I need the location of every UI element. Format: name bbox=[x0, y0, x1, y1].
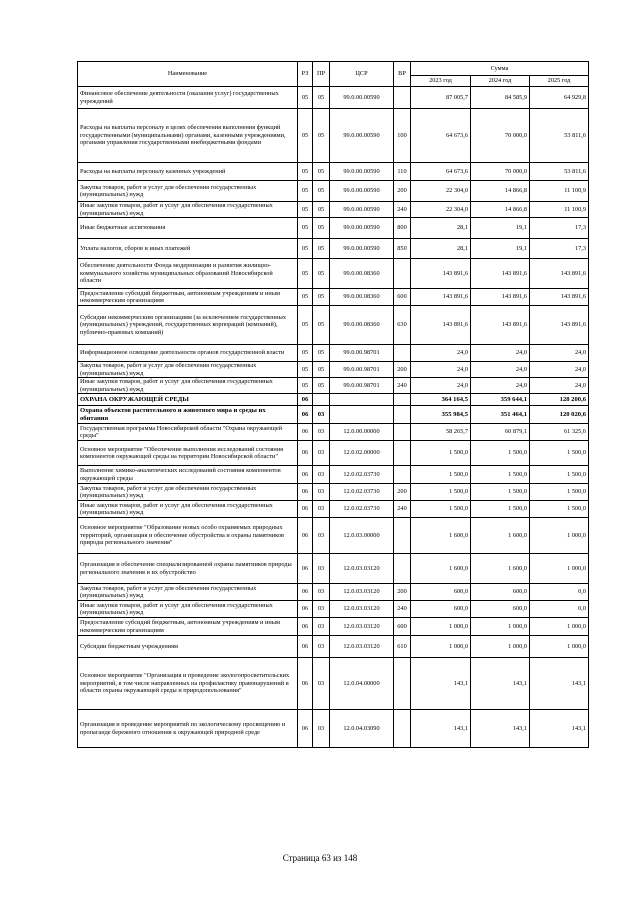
cell-2025: 143 891,6 bbox=[530, 306, 589, 345]
table-row bbox=[78, 501, 589, 518]
cell-name: Закупка товаров, работ и услуг для обеспечения государственных (муниципальных) нужд bbox=[78, 584, 298, 601]
cell-2025: 64 929,8 bbox=[530, 87, 589, 109]
cell-vr: 600 bbox=[394, 289, 411, 306]
cell-2024: 1 500,0 bbox=[471, 484, 530, 501]
cell-pr: 05 bbox=[313, 259, 330, 289]
cell-name: Расходы на выплаты персоналу казенных учреждений bbox=[78, 163, 298, 181]
cell-rz: 05 bbox=[298, 181, 313, 202]
table-row bbox=[78, 441, 589, 466]
cell-2024: 24,0 bbox=[471, 362, 530, 378]
cell-rz: 06 bbox=[298, 710, 313, 748]
cell-rz: 05 bbox=[298, 345, 313, 362]
cell-2025: 24,0 bbox=[530, 345, 589, 362]
cell-pr: 05 bbox=[313, 306, 330, 345]
cell-csr: 12.0.02.03730 bbox=[330, 484, 394, 501]
cell-2025: 143 891,6 bbox=[530, 289, 589, 306]
cell-name: Иные закупки товаров, работ и услуг для обеспечения государственных (муниципальных) нужд bbox=[78, 202, 298, 218]
cell-2023: 1 500,0 bbox=[411, 441, 471, 466]
cell-rz: 05 bbox=[298, 109, 313, 163]
cell-2023: 355 984,5 bbox=[411, 406, 471, 424]
cell-2025: 1 500,0 bbox=[530, 466, 589, 484]
cell-2025: 0,0 bbox=[530, 584, 589, 601]
cell-rz: 05 bbox=[298, 306, 313, 345]
cell-2024: 359 644,1 bbox=[471, 394, 530, 406]
cell-csr: 99.0.00.08360 bbox=[330, 289, 394, 306]
cell-rz: 05 bbox=[298, 289, 313, 306]
cell-pr: 05 bbox=[313, 181, 330, 202]
table-row bbox=[78, 259, 589, 289]
table-row bbox=[78, 636, 589, 658]
cell-2025: 11 100,9 bbox=[530, 202, 589, 218]
cell-vr: 850 bbox=[394, 239, 411, 259]
table-row bbox=[78, 378, 589, 394]
cell-2025: 0,0 bbox=[530, 601, 589, 618]
cell-2025: 53 811,6 bbox=[530, 163, 589, 181]
cell-rz: 05 bbox=[298, 378, 313, 394]
cell-rz: 06 bbox=[298, 406, 313, 424]
cell-2023: 143 891,6 bbox=[411, 289, 471, 306]
cell-rz: 06 bbox=[298, 658, 313, 710]
table-row bbox=[78, 163, 589, 181]
budget-table bbox=[77, 61, 589, 748]
cell-2025: 61 325,6 bbox=[530, 424, 589, 441]
cell-2023: 64 673,6 bbox=[411, 163, 471, 181]
header-row bbox=[78, 62, 589, 76]
cell-pr: 03 bbox=[313, 658, 330, 710]
cell-csr: 99.0.00.00590 bbox=[330, 239, 394, 259]
cell-csr: 12.0.03.03120 bbox=[330, 636, 394, 658]
cell-pr: 03 bbox=[313, 424, 330, 441]
cell-2024: 143,1 bbox=[471, 658, 530, 710]
cell-2023: 600,0 bbox=[411, 601, 471, 618]
table-row bbox=[78, 202, 589, 218]
cell-vr bbox=[394, 710, 411, 748]
cell-name: Основное мероприятие "Организация и проведение экологопросветительских мероприятий, в том числе направленных на профилактику правонарушений в области охраны окружающей среды и природопользования" bbox=[78, 658, 298, 710]
cell-csr: 12.0.03.03120 bbox=[330, 601, 394, 618]
table-row bbox=[78, 466, 589, 484]
header-sum: Сумма bbox=[411, 62, 589, 76]
cell-name: Закупка товаров, работ и услуг для обеспечения государственных (муниципальных) нужд bbox=[78, 362, 298, 378]
table-row bbox=[78, 484, 589, 501]
cell-name: ОХРАНА ОКРУЖАЮЩЕЙ СРЕДЫ bbox=[78, 394, 298, 406]
cell-2023: 1 600,0 bbox=[411, 554, 471, 584]
header-year-2023: 2023 год bbox=[411, 76, 471, 87]
cell-2024: 24,0 bbox=[471, 378, 530, 394]
cell-vr: 240 bbox=[394, 378, 411, 394]
cell-rz: 05 bbox=[298, 218, 313, 239]
cell-2024: 1 600,0 bbox=[471, 518, 530, 554]
page-footer: Страница 63 из 148 bbox=[282, 853, 358, 863]
cell-2023: 1 000,0 bbox=[411, 618, 471, 636]
cell-pr: 03 bbox=[313, 601, 330, 618]
cell-2023: 28,1 bbox=[411, 218, 471, 239]
cell-2023: 143,1 bbox=[411, 710, 471, 748]
cell-2024: 24,0 bbox=[471, 345, 530, 362]
table-row bbox=[78, 109, 589, 163]
cell-2024: 70 000,0 bbox=[471, 163, 530, 181]
cell-rz: 06 bbox=[298, 618, 313, 636]
cell-name: Расходы на выплаты персоналу в целях обеспечения выполнения функций государственными (муниципальными) органами, казенными учреждениями, органами управления государственными внебюджетными фондами bbox=[78, 109, 298, 163]
cell-name: Иные закупки товаров, работ и услуг для обеспечения государственных (муниципальных) нужд bbox=[78, 501, 298, 518]
cell-rz: 05 bbox=[298, 259, 313, 289]
cell-csr: 99.0.00.00590 bbox=[330, 181, 394, 202]
cell-pr: 05 bbox=[313, 362, 330, 378]
cell-2025: 11 100,9 bbox=[530, 181, 589, 202]
cell-vr bbox=[394, 466, 411, 484]
cell-2025: 17,3 bbox=[530, 239, 589, 259]
cell-vr bbox=[394, 406, 411, 424]
cell-vr: 110 bbox=[394, 163, 411, 181]
cell-name: Основное мероприятие "Обеспечение выполнения исследований состояния компонентов окружающей среды на территории Новосибирской области" bbox=[78, 441, 298, 466]
cell-vr: 200 bbox=[394, 181, 411, 202]
cell-2025: 53 811,6 bbox=[530, 109, 589, 163]
cell-2023: 1 600,0 bbox=[411, 518, 471, 554]
cell-2024: 84 585,9 bbox=[471, 87, 530, 109]
cell-rz: 06 bbox=[298, 636, 313, 658]
cell-2025: 1 500,0 bbox=[530, 441, 589, 466]
cell-pr: 05 bbox=[313, 378, 330, 394]
table-row bbox=[78, 218, 589, 239]
header-name: Наименование bbox=[78, 62, 298, 87]
cell-2023: 143,1 bbox=[411, 658, 471, 710]
cell-rz: 06 bbox=[298, 518, 313, 554]
cell-vr bbox=[394, 518, 411, 554]
cell-pr bbox=[313, 394, 330, 406]
cell-pr: 05 bbox=[313, 345, 330, 362]
cell-2024: 143 891,6 bbox=[471, 306, 530, 345]
cell-csr bbox=[330, 394, 394, 406]
cell-name: Государственная программа Новосибирской области "Охрана окружающей среды" bbox=[78, 424, 298, 441]
cell-vr: 100 bbox=[394, 109, 411, 163]
cell-vr: 600 bbox=[394, 618, 411, 636]
cell-2023: 24,0 bbox=[411, 345, 471, 362]
cell-vr bbox=[394, 259, 411, 289]
cell-name: Финансовое обеспечение деятельности (оказания услуг) государственных учреждений bbox=[78, 87, 298, 109]
cell-vr bbox=[394, 345, 411, 362]
cell-pr: 03 bbox=[313, 484, 330, 501]
cell-vr bbox=[394, 658, 411, 710]
cell-rz: 05 bbox=[298, 239, 313, 259]
cell-csr: 99.0.00.08360 bbox=[330, 259, 394, 289]
cell-csr: 12.0.02.03730 bbox=[330, 466, 394, 484]
cell-2023: 22 304,0 bbox=[411, 202, 471, 218]
cell-vr: 610 bbox=[394, 636, 411, 658]
cell-csr: 12.0.04.00000 bbox=[330, 658, 394, 710]
cell-csr: 12.0.04.03090 bbox=[330, 710, 394, 748]
table-row bbox=[78, 181, 589, 202]
cell-2024: 600,0 bbox=[471, 601, 530, 618]
cell-name: Закупка товаров, работ и услуг для обеспечения государственных (муниципальных) нужд bbox=[78, 181, 298, 202]
cell-2024: 19,1 bbox=[471, 218, 530, 239]
cell-name: Организация и обеспечение специализированной охраны памятников природы регионального значения и их обустройство bbox=[78, 554, 298, 584]
cell-csr: 99.0.00.00590 bbox=[330, 218, 394, 239]
cell-vr: 240 bbox=[394, 601, 411, 618]
cell-name: Уплата налогов, сборов и иных платежей bbox=[78, 239, 298, 259]
cell-pr: 05 bbox=[313, 239, 330, 259]
cell-pr: 03 bbox=[313, 554, 330, 584]
cell-csr: 12.0.03.03120 bbox=[330, 618, 394, 636]
header-year-2025: 2025 год bbox=[530, 76, 589, 87]
cell-2024: 600,0 bbox=[471, 584, 530, 601]
cell-csr: 99.0.00.98701 bbox=[330, 378, 394, 394]
cell-2023: 64 673,6 bbox=[411, 109, 471, 163]
cell-pr: 03 bbox=[313, 441, 330, 466]
table-row bbox=[78, 239, 589, 259]
cell-2023: 24,0 bbox=[411, 362, 471, 378]
cell-vr: 200 bbox=[394, 484, 411, 501]
cell-2023: 1 500,0 bbox=[411, 484, 471, 501]
cell-csr: 99.0.00.98701 bbox=[330, 345, 394, 362]
cell-pr: 03 bbox=[313, 618, 330, 636]
cell-csr bbox=[330, 406, 394, 424]
table-row bbox=[78, 362, 589, 378]
cell-2024: 1 000,0 bbox=[471, 636, 530, 658]
cell-2025: 128 200,6 bbox=[530, 394, 589, 406]
table-row bbox=[78, 87, 589, 109]
cell-csr: 12.0.03.03120 bbox=[330, 554, 394, 584]
cell-csr: 99.0.00.08360 bbox=[330, 306, 394, 345]
cell-rz: 05 bbox=[298, 362, 313, 378]
cell-rz: 06 bbox=[298, 484, 313, 501]
cell-name: Обеспечение деятельности Фонда модернизации и развития жилищно-коммунального хозяйства муниципальных образований Новосибирской области bbox=[78, 259, 298, 289]
cell-pr: 05 bbox=[313, 109, 330, 163]
cell-2025: 1 000,0 bbox=[530, 618, 589, 636]
cell-vr: 240 bbox=[394, 202, 411, 218]
cell-name: Информационное освещение деятельности органов государственной власти bbox=[78, 345, 298, 362]
table-row bbox=[78, 345, 589, 362]
cell-2025: 143,1 bbox=[530, 710, 589, 748]
cell-2025: 1 000,0 bbox=[530, 636, 589, 658]
cell-name: Субсидии некоммерческим организациям (за исключением государственных (муниципальных) учреждений, государственных корпораций (компаний), публично-правовых компаний) bbox=[78, 306, 298, 345]
table-row bbox=[78, 424, 589, 441]
cell-2023: 24,0 bbox=[411, 378, 471, 394]
table-row bbox=[78, 289, 589, 306]
cell-name: Основное мероприятие "Образование новых особо охраняемых природных территорий, организация и обеспечение обустройства и охраны памятников природы регионального значения" bbox=[78, 518, 298, 554]
cell-rz: 06 bbox=[298, 424, 313, 441]
cell-csr: 99.0.00.00590 bbox=[330, 109, 394, 163]
cell-vr bbox=[394, 554, 411, 584]
cell-name: Иные закупки товаров, работ и услуг для обеспечения государственных (муниципальных) нужд bbox=[78, 378, 298, 394]
cell-rz: 06 bbox=[298, 554, 313, 584]
cell-2025: 143 891,6 bbox=[530, 259, 589, 289]
table-row bbox=[78, 554, 589, 584]
cell-rz: 06 bbox=[298, 394, 313, 406]
cell-pr: 05 bbox=[313, 87, 330, 109]
table-row bbox=[78, 394, 589, 406]
cell-vr: 200 bbox=[394, 584, 411, 601]
cell-rz: 06 bbox=[298, 441, 313, 466]
header-rz: РЗ bbox=[298, 62, 313, 87]
cell-2023: 1 500,0 bbox=[411, 466, 471, 484]
table-row bbox=[78, 584, 589, 601]
cell-name: Закупка товаров, работ и услуг для обеспечения государственных (муниципальных) нужд bbox=[78, 484, 298, 501]
cell-name: Иные бюджетные ассигнования bbox=[78, 218, 298, 239]
cell-vr bbox=[394, 87, 411, 109]
cell-2023: 600,0 bbox=[411, 584, 471, 601]
cell-2023: 28,1 bbox=[411, 239, 471, 259]
cell-2025: 1 500,0 bbox=[530, 501, 589, 518]
table-row bbox=[78, 406, 589, 424]
cell-2025: 1 000,0 bbox=[530, 518, 589, 554]
cell-2024: 1 500,0 bbox=[471, 466, 530, 484]
cell-2024: 1 500,0 bbox=[471, 441, 530, 466]
table-row bbox=[78, 601, 589, 618]
cell-pr: 05 bbox=[313, 218, 330, 239]
cell-2023: 364 164,5 bbox=[411, 394, 471, 406]
cell-pr: 03 bbox=[313, 584, 330, 601]
cell-csr: 12.0.00.00000 bbox=[330, 424, 394, 441]
cell-vr bbox=[394, 441, 411, 466]
cell-2023: 143 891,6 bbox=[411, 259, 471, 289]
cell-name: Предоставление субсидий бюджетным, автономным учреждениям и иным некоммерческим организациям bbox=[78, 618, 298, 636]
cell-name: Охрана объектов растительного и животного мира и среды их обитания bbox=[78, 406, 298, 424]
cell-name: Организация и проведение мероприятий по экологическому просвещению и пропаганде бережного отношения к окружающей природной среде bbox=[78, 710, 298, 748]
cell-rz: 05 bbox=[298, 202, 313, 218]
cell-2024: 19,1 bbox=[471, 239, 530, 259]
cell-rz: 06 bbox=[298, 466, 313, 484]
cell-vr: 200 bbox=[394, 362, 411, 378]
cell-rz: 06 bbox=[298, 501, 313, 518]
cell-2023: 58 265,7 bbox=[411, 424, 471, 441]
cell-csr: 99.0.00.98701 bbox=[330, 362, 394, 378]
header-csr: ЦСР bbox=[330, 62, 394, 87]
cell-pr: 03 bbox=[313, 406, 330, 424]
cell-csr: 99.0.00.00590 bbox=[330, 202, 394, 218]
cell-csr: 12.0.03.03120 bbox=[330, 584, 394, 601]
cell-vr: 800 bbox=[394, 218, 411, 239]
cell-vr: 630 bbox=[394, 306, 411, 345]
cell-2024: 1 600,0 bbox=[471, 554, 530, 584]
cell-2024: 60 879,1 bbox=[471, 424, 530, 441]
cell-pr: 05 bbox=[313, 163, 330, 181]
table-row bbox=[78, 710, 589, 748]
cell-2024: 143 891,6 bbox=[471, 259, 530, 289]
cell-rz: 06 bbox=[298, 584, 313, 601]
cell-2024: 70 000,0 bbox=[471, 109, 530, 163]
cell-pr: 03 bbox=[313, 501, 330, 518]
table-row bbox=[78, 618, 589, 636]
cell-vr bbox=[394, 424, 411, 441]
cell-2023: 1 000,0 bbox=[411, 636, 471, 658]
cell-pr: 03 bbox=[313, 466, 330, 484]
cell-csr: 12.0.02.00000 bbox=[330, 441, 394, 466]
cell-2024: 1 000,0 bbox=[471, 618, 530, 636]
cell-rz: 06 bbox=[298, 601, 313, 618]
cell-pr: 03 bbox=[313, 636, 330, 658]
header-pr: ПР bbox=[313, 62, 330, 87]
cell-2024: 14 866,8 bbox=[471, 181, 530, 202]
cell-name: Выполнение химико-аналитических исследований состояния компонентов окружающей среды bbox=[78, 466, 298, 484]
cell-2024: 351 464,1 bbox=[471, 406, 530, 424]
cell-csr: 12.0.02.03730 bbox=[330, 501, 394, 518]
cell-2025: 1 500,0 bbox=[530, 484, 589, 501]
cell-2023: 1 500,0 bbox=[411, 501, 471, 518]
cell-csr: 12.0.03.00000 bbox=[330, 518, 394, 554]
cell-2023: 143 891,6 bbox=[411, 306, 471, 345]
cell-pr: 05 bbox=[313, 202, 330, 218]
cell-2023: 87 005,7 bbox=[411, 87, 471, 109]
header-year-2024: 2024 год bbox=[471, 76, 530, 87]
cell-csr: 99.0.00.00590 bbox=[330, 163, 394, 181]
cell-name: Иные закупки товаров, работ и услуг для обеспечения государственных (муниципальных) нужд bbox=[78, 601, 298, 618]
cell-2025: 17,3 bbox=[530, 218, 589, 239]
cell-2025: 1 000,0 bbox=[530, 554, 589, 584]
cell-2024: 143,1 bbox=[471, 710, 530, 748]
cell-vr bbox=[394, 394, 411, 406]
cell-pr: 05 bbox=[313, 289, 330, 306]
table-row bbox=[78, 306, 589, 345]
cell-name: Предоставление субсидий бюджетным, автономным учреждениям и иным некоммерческим организациям bbox=[78, 289, 298, 306]
cell-2024: 143 891,6 bbox=[471, 289, 530, 306]
cell-2025: 24,0 bbox=[530, 378, 589, 394]
cell-2025: 24,0 bbox=[530, 362, 589, 378]
cell-pr: 03 bbox=[313, 710, 330, 748]
cell-2023: 22 304,0 bbox=[411, 181, 471, 202]
cell-2025: 143,1 bbox=[530, 658, 589, 710]
cell-2024: 14 866,8 bbox=[471, 202, 530, 218]
header-vr: ВР bbox=[394, 62, 411, 87]
cell-2024: 1 500,0 bbox=[471, 501, 530, 518]
cell-rz: 05 bbox=[298, 87, 313, 109]
table-row bbox=[78, 518, 589, 554]
cell-2025: 120 020,6 bbox=[530, 406, 589, 424]
cell-pr: 03 bbox=[313, 518, 330, 554]
cell-name: Субсидии бюджетным учреждениям bbox=[78, 636, 298, 658]
cell-csr: 99.0.00.00590 bbox=[330, 87, 394, 109]
cell-vr: 240 bbox=[394, 501, 411, 518]
table-row bbox=[78, 658, 589, 710]
cell-rz: 05 bbox=[298, 163, 313, 181]
